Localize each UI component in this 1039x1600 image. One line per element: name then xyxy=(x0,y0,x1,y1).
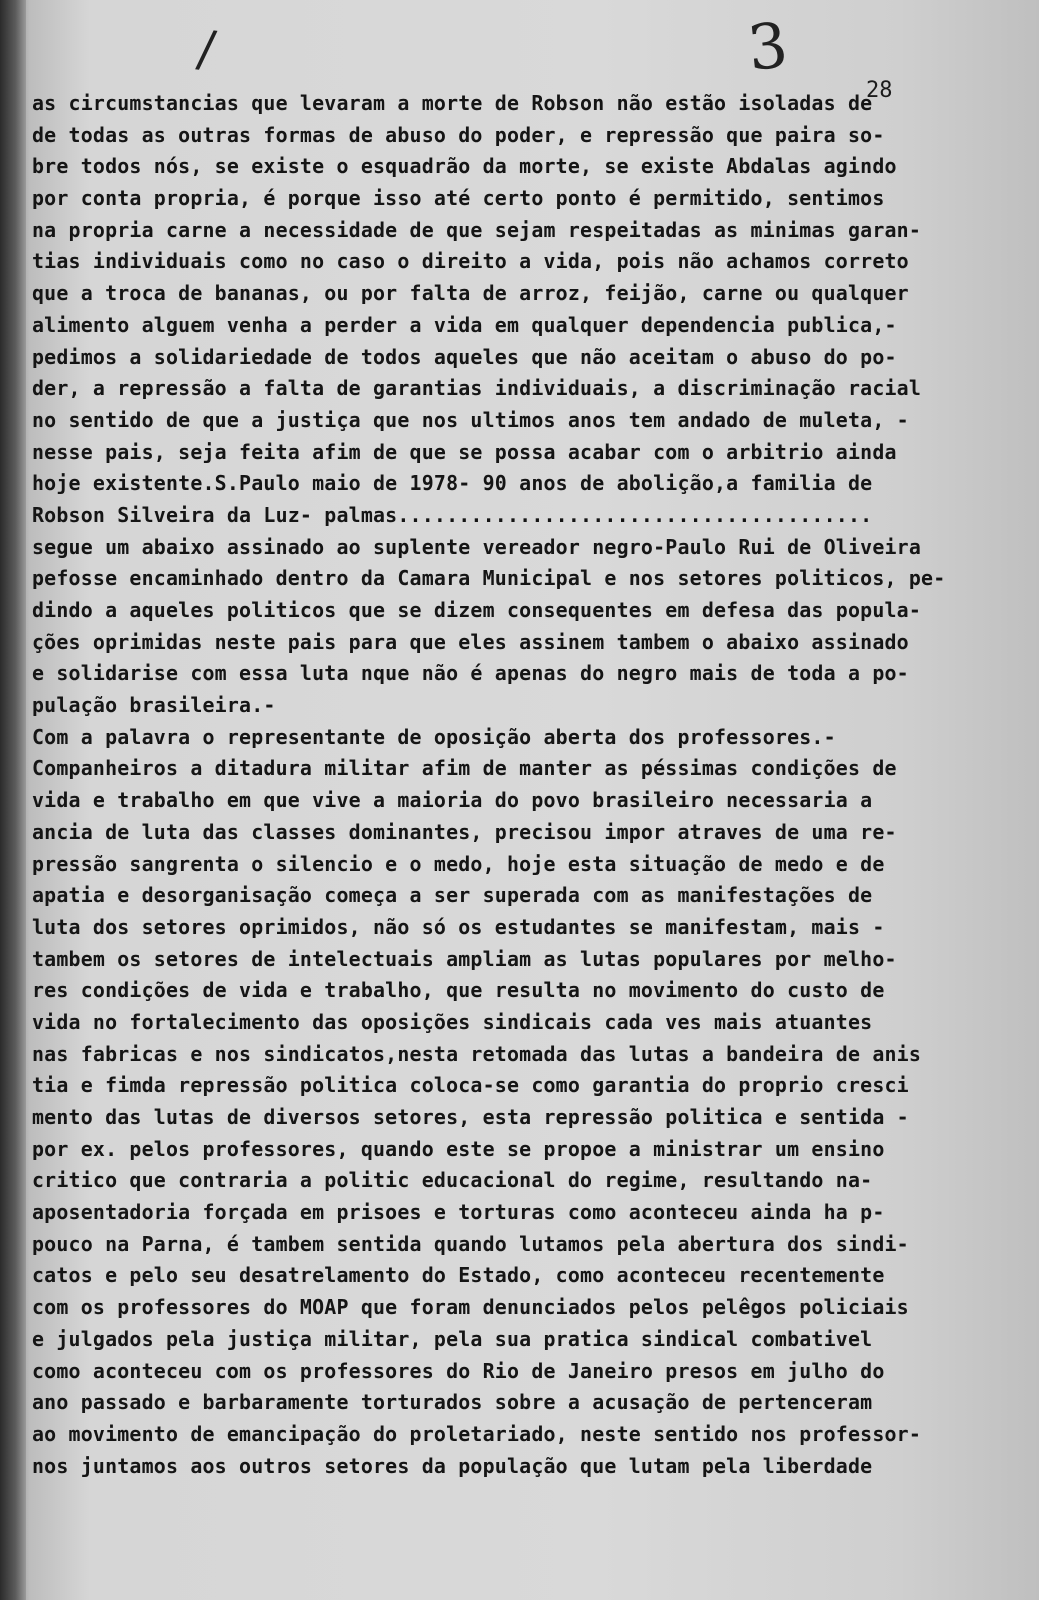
text-line: pouco na Parna, é tambem sentida quando lutamos pela abertura dos sindi- xyxy=(32,1231,909,1256)
text-line: catos e pelo seu desatrelamento do Estado, como aconteceu recentemente xyxy=(32,1263,885,1288)
text-line: vida no fortalecimento das oposições sindicais cada ves mais atuantes xyxy=(32,1009,873,1034)
text-line: as circumstancias que levaram a morte de Robson não estão isoladas de xyxy=(32,91,873,115)
text-line: bre todos nós, se existe o esquadrão da morte, se existe Abdalas agindo xyxy=(32,154,897,179)
page-fold-shadow xyxy=(0,0,26,1600)
text-line: e julgados pela justiça militar, pela sua pratica sindical combativel xyxy=(32,1326,873,1351)
text-line: hoje existente.S.Paulo maio de 1978- 90 anos de abolição,a familia de xyxy=(32,471,873,496)
text-line: vida e trabalho em que vive a maioria do povo brasileiro necessaria a xyxy=(32,788,873,813)
text-line: pulação brasileira.- xyxy=(32,693,276,718)
text-line: Com a palavra o representante de oposição aberta dos professores.- xyxy=(32,724,836,749)
text-line: pedimos a solidariedade de todos aqueles que não aceitam o abuso do po- xyxy=(32,344,897,369)
page-number: 28 xyxy=(866,78,893,103)
text-line: luta dos setores oprimidos, não só os estudantes se manifestam, mais - xyxy=(32,914,885,939)
text-line: dindo a aqueles politicos que se dizem consequentes em defesa das popula- xyxy=(32,598,922,622)
text-line: apatia e desorganisação começa a ser superada com as manifestações de xyxy=(32,883,873,908)
text-line: alimento alguem venha a perder a vida em qualquer dependencia publica,- xyxy=(32,312,897,337)
text-line: com os professores do MOAP que foram denunciados pelos pelêgos policiais xyxy=(32,1295,909,1320)
text-line: nesse pais, seja feita afim de que se possa acabar com o arbitrio ainda xyxy=(32,439,897,464)
text-line: segue um abaixo assinado ao suplente vereador negro-Paulo Rui de Oliveira xyxy=(32,534,922,559)
handwritten-mark-three: 3 xyxy=(744,8,792,85)
text-line: tias individuais como no caso o direito a vida, pois não achamos correto xyxy=(32,249,909,274)
text-line: por ex. pelos professores, quando este se propoe a ministrar um ensino xyxy=(32,1136,885,1161)
text-line: ancia de luta das classes dominantes, precisou impor atraves de uma re- xyxy=(32,819,897,844)
text-line: de todas as outras formas de abuso do poder, e repressão que paira so- xyxy=(32,122,885,147)
text-line: critico que contraria a politic educacional do regime, resultando na- xyxy=(32,1168,873,1193)
text-line: e solidarise com essa luta nque não é apenas do negro mais de toda a po- xyxy=(32,661,909,686)
text-line: pressão sangrenta o silencio e o medo, hoje esta situação de medo e de xyxy=(32,851,885,876)
text-line: ções oprimidas neste pais para que eles assinem tambem o abaixo assinado xyxy=(32,629,909,654)
text-line: como aconteceu com os professores do Rio de Janeiro presos em julho do xyxy=(32,1358,885,1383)
text-line: aposentadoria forçada em prisoes e torturas como aconteceu ainda ha p- xyxy=(32,1200,885,1225)
text-line: ano passado e barbaramente torturados sobre a acusação de pertenceram xyxy=(32,1390,873,1415)
text-line: pefosse encaminhado dentro da Camara Municipal e nos setores politicos, pe- xyxy=(32,566,946,591)
text-line: ao movimento de emancipação do proletariado, neste sentido nos professor- xyxy=(32,1421,922,1446)
text-line: nos juntamos aos outros setores da população que lutam pela liberdade xyxy=(32,1453,873,1478)
typewritten-text xyxy=(32,88,1022,1482)
text-line: por conta propria, é porque isso até certo ponto é permitido, sentimos xyxy=(32,186,885,211)
text-line: tia e fimda repressão politica coloca-se como garantia do proprio cresci xyxy=(32,1073,909,1098)
text-line: que a troca de bananas, ou por falta de arroz, feijão, carne ou qualquer xyxy=(32,281,909,306)
text-line: no sentido de que a justiça que nos ultimos anos tem andado de muleta, - xyxy=(32,407,909,432)
text-line: mento das lutas de diversos setores, esta repressão politica e sentida - xyxy=(32,1105,909,1129)
text-line: na propria carne a necessidade de que sejam respeitadas as minimas garan- xyxy=(32,217,922,242)
text-line: Companheiros a ditadura militar afim de manter as péssimas condições de xyxy=(32,756,897,781)
handwritten-mark-slash: / xyxy=(194,19,219,79)
text-line: Robson Silveira da Luz- palmas....................................... xyxy=(32,502,873,527)
text-line: der, a repressão a falta de garantias individuais, a discriminação racial xyxy=(32,376,922,401)
text-line: tambem os setores de intelectuais ampliam as lutas populares por melho- xyxy=(32,946,897,971)
text-line: res condições de vida e trabalho, que resulta no movimento do custo de xyxy=(32,978,885,1003)
text-line: nas fabricas e nos sindicatos,nesta retomada das lutas a bandeira de anis xyxy=(32,1041,922,1066)
